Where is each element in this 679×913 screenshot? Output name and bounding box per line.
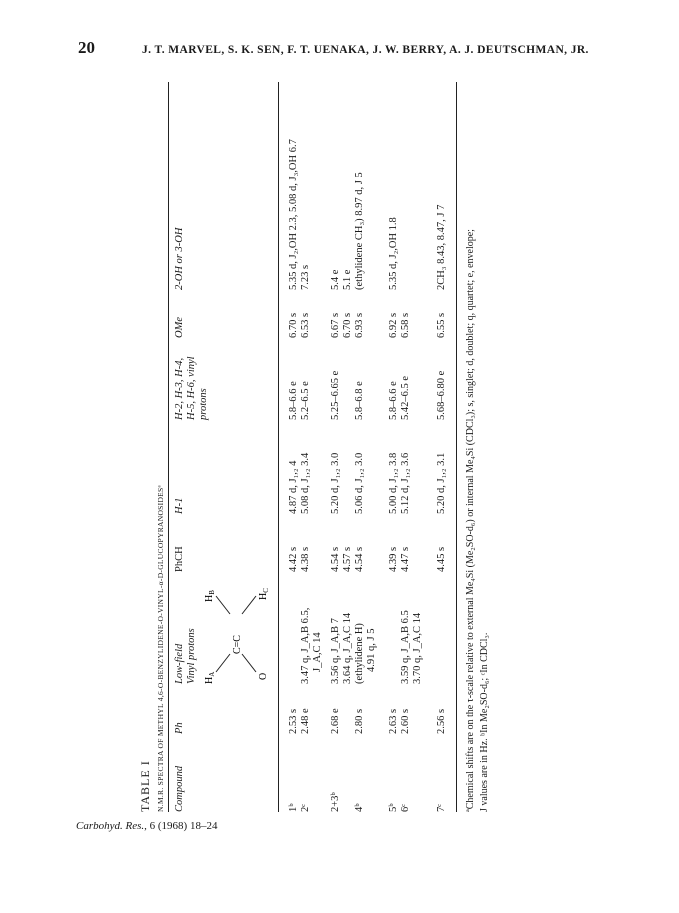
cell-compound: 7ᶜ — [436, 804, 447, 812]
bond-o — [242, 654, 256, 672]
table-header-rule — [278, 82, 279, 812]
cell-compound: 6ᶜ — [400, 804, 411, 812]
cell-lowfield: 3.70 q, J_A,C 14 — [412, 612, 423, 684]
cell-h1: 4.87 d, J₁,₂ 4 — [288, 460, 299, 514]
cell-oh: 5.35 d, J₂,OH 1.8 — [388, 217, 399, 290]
bond-hc — [242, 596, 256, 614]
journal-name: Carbohyd. Res., — [76, 820, 147, 832]
header-ring-1: H-2, H-3, H-4, — [174, 357, 185, 420]
cell-compound: 5ᵇ — [388, 803, 399, 812]
cell-h1: 5.12 d, J₁,₂ 3.6 — [400, 452, 411, 514]
cell-compound: 2ᶜ — [300, 804, 311, 812]
cell-oh: 2CH₃ 8.43, 8.47, J 7 — [436, 204, 447, 290]
header-compound: Compound — [174, 765, 185, 812]
cell-phch: 4.38 s — [300, 546, 311, 572]
bond-hb — [216, 596, 230, 614]
cell-h1: 5.20 d, J₁,₂ 3.0 — [330, 452, 341, 514]
cell-ome: 6.92 s — [388, 312, 399, 338]
cell-oh: 5.1 e — [342, 269, 353, 290]
cell-ome: 6.70 s — [342, 312, 353, 338]
cell-ome: 6.67 s — [330, 312, 341, 338]
table-top-rule — [168, 82, 169, 812]
cell-phch: 4.54 s — [354, 546, 365, 572]
cell-lowfield: 3.56 q, J_A,B 7 — [330, 618, 341, 684]
page-number: 20 — [78, 38, 95, 57]
cell-ph: 2.53 s — [288, 708, 299, 734]
cell-ring: 5.8–6.8 e — [354, 381, 365, 420]
cell-ring: 5.42–6.5 e — [400, 375, 411, 420]
cell-phch: 4.42 s — [288, 546, 299, 572]
cell-ring: 5.8–6.6 e — [388, 381, 399, 420]
cell-lowfield: J_A,C 14 — [312, 632, 323, 672]
cell-ring: 5.25–6.65 e — [330, 370, 341, 420]
cell-oh: 5.35 d, J₂,OH 2.3, 5.08 d, J₃,OH 6.7 — [288, 139, 299, 290]
header-ome: OMe — [174, 317, 185, 338]
journal-volume: 6 (1968) 18–24 — [149, 820, 218, 832]
structure-ha: $H_A$ — [204, 671, 216, 684]
cell-ome: 6.58 s — [400, 312, 411, 338]
cell-phch: 4.54 s — [330, 546, 341, 572]
cell-oh: (ethylidene CH₃) 8.97 d, J 5 — [354, 172, 365, 290]
cell-ome: 6.93 s — [354, 312, 365, 338]
cell-phch: 4.39 s — [388, 546, 399, 572]
cell-ph: 2.48 e — [300, 708, 311, 734]
cell-lowfield: 3.59 q, J_A,B 6.5 — [400, 610, 411, 684]
cell-ring: 5.2–6.5 e — [300, 381, 311, 420]
cell-h1: 5.20 d, J₁,₂ 3.1 — [436, 452, 447, 514]
table-footnote: ªChemical shifts are on the τ-scale relative to external Me₄Si (Me₂SO-d₆) or internal Me₄Si (CDCl₃); s, singlet; d, doublet; q, quartet; e, envelope; — [465, 229, 476, 812]
cell-h1: 5.00 d, J₁,₂ 3.8 — [388, 452, 399, 514]
table-footnote: J values are in Hz. ᵇIn Me₂SO-d₆; ᶜIn CDCl₃. — [479, 632, 490, 812]
header-h1: H-1 — [174, 497, 185, 514]
structure-hc: $H_C$ — [258, 588, 270, 600]
table-bottom-rule — [456, 82, 457, 812]
cell-lowfield: (ethylidene H) — [354, 623, 365, 684]
table-label: TABLE I — [138, 760, 152, 812]
cell-ome: 6.53 s — [300, 312, 311, 338]
cell-ring: 5.8–6.6 e — [288, 381, 299, 420]
structure-hb: $H_B$ — [204, 590, 216, 602]
cell-compound: 2+3ᵇ — [330, 792, 341, 812]
structure-o: O — [258, 672, 269, 680]
cell-ph: 2.56 s — [436, 708, 447, 734]
cell-compound: 1ᵇ — [288, 803, 299, 812]
cell-ome: 6.55 s — [436, 312, 447, 338]
journal-citation — [76, 820, 217, 832]
cell-ph: 2.60 s — [400, 708, 411, 734]
cell-h1: 5.06 d, J₁,₂ 3.0 — [354, 452, 365, 514]
cell-ph: 2.80 s — [354, 708, 365, 734]
vinyl-structure-diagram — [200, 574, 270, 684]
cell-oh: 5.4 e — [330, 269, 341, 290]
cell-ph: 2.63 s — [388, 708, 399, 734]
cell-ring: 5.68–6.80 e — [436, 370, 447, 420]
rotated-table — [138, 82, 578, 812]
header-lowfield: Low-field — [174, 643, 185, 684]
cell-phch: 4.45 s — [436, 546, 447, 572]
cell-ome: 6.70 s — [288, 312, 299, 338]
running-head-authors: J. T. MARVEL, S. K. SEN, F. T. UENAKA, J. W. BERRY, A. J. DEUTSCHMAN, JR. — [142, 44, 589, 56]
cell-phch: 4.57 s — [342, 546, 353, 572]
header-ph: Ph — [174, 722, 185, 734]
structure-cc: C=C — [232, 635, 243, 654]
cell-lowfield: 4.91 q, J 5 — [366, 628, 377, 672]
table-caption: N.M.R. SPECTRA OF METHYL 4,6-O-BENZYLIDENE-O-VINYL-α-D-GLUCOPYRANOSIDESª — [156, 485, 165, 812]
header-ring-2: H-5, H-6, vinyl — [186, 356, 197, 420]
header-oh: 2-OH or 3-OH — [174, 227, 185, 290]
bond-ha — [216, 654, 230, 672]
cell-h1: 5.08 d, J₁,₂ 3.4 — [300, 452, 311, 514]
header-phch: PhCH — [174, 546, 185, 572]
cell-ph: 2.68 e — [330, 708, 341, 734]
cell-compound: 4ᵇ — [354, 803, 365, 812]
header-vinyl-protons: Vinyl protons — [186, 628, 197, 684]
cell-lowfield: 3.64 q, J_A,C 14 — [342, 612, 353, 684]
header-ring-3: protons — [198, 388, 209, 420]
cell-lowfield: 3.47 q, J_A,B 6.5, — [300, 607, 311, 684]
cell-oh: 7.23 s — [300, 264, 311, 290]
cell-phch: 4.47 s — [400, 546, 411, 572]
